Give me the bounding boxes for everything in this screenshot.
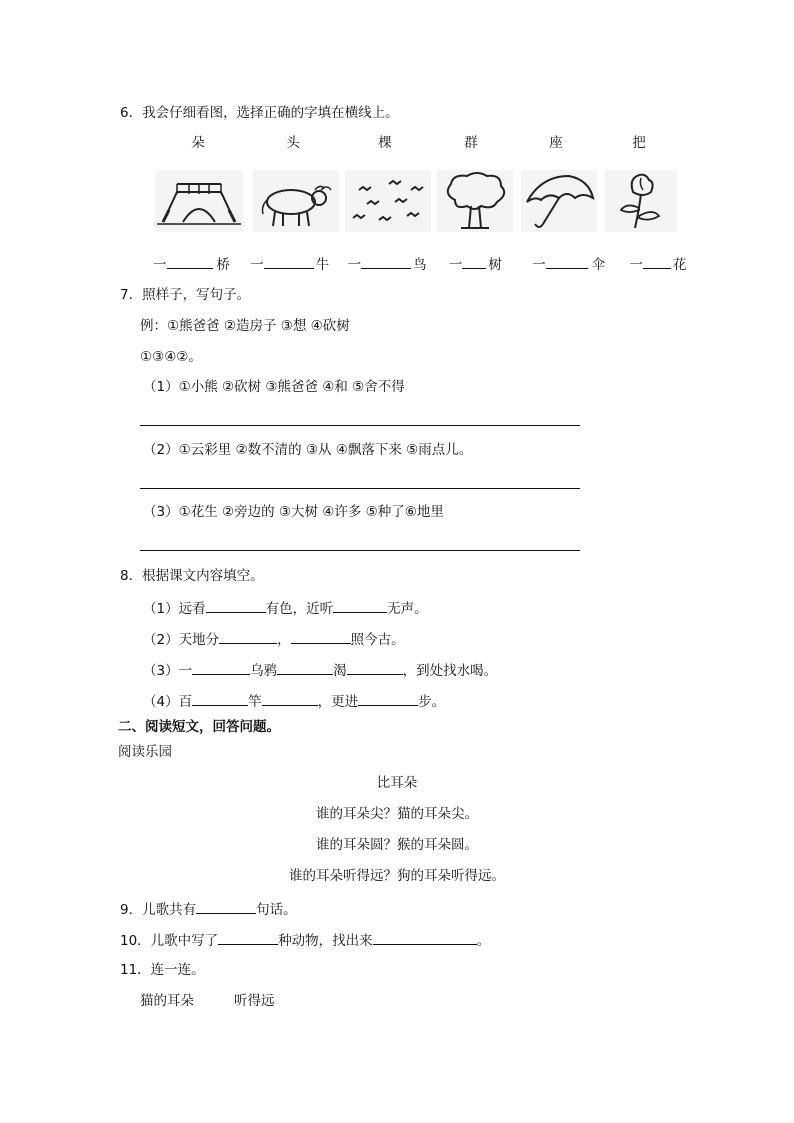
birds-icon (345, 170, 431, 232)
q7-answer-line-3[interactable] (140, 550, 580, 551)
q8-prompt: 8．根据课文内容填空。 (120, 568, 264, 584)
q8-blank-4a[interactable] (192, 691, 248, 706)
q6-blank-6[interactable] (643, 254, 671, 269)
flower-icon (605, 170, 677, 232)
q10-blank-count[interactable] (218, 930, 278, 945)
bridge-icon (155, 170, 243, 232)
q7-item-2: （2）①云彩里 ②数不清的 ③从 ④飘落下来 ⑤雨点儿。 (143, 442, 473, 458)
q8-blank-3c[interactable] (347, 660, 403, 675)
q11-right[interactable]: 听得远 (234, 993, 275, 1009)
q7-answer-line-2[interactable] (140, 488, 580, 489)
q8-blank-3b[interactable] (277, 660, 333, 675)
q6-blank-line: 一 桥 一 牛 一 鸟 一 树 一 伞 一 花 (153, 254, 686, 274)
choice-duo: 朵 (191, 135, 205, 151)
q8-blank-2b[interactable] (291, 629, 351, 644)
section2-title: 二、阅读短文，回答问题。 (118, 719, 280, 735)
q7-answer-line-1[interactable] (140, 425, 580, 426)
poem-line-3: 谁的耳朵听得远？狗的耳朵听得远。 (289, 868, 505, 884)
section2-subtitle: 阅读乐园 (118, 744, 172, 760)
tree-icon (437, 170, 513, 232)
q7-item-3: （3）①花生 ②旁边的 ③大树 ④许多 ⑤种了⑥地里 (143, 504, 444, 520)
q11-left[interactable]: 猫的耳朵 (140, 993, 194, 1009)
choice-zuo: 座 (549, 135, 563, 151)
q6-blank-4[interactable] (462, 254, 486, 269)
q6-blank-2[interactable] (264, 254, 314, 269)
choice-ba: 把 (632, 135, 646, 151)
ox-icon (253, 170, 339, 232)
q6-prompt: 6．我会仔细看图，选择正确的字填在横线上。 (120, 105, 399, 121)
q9: 9．儿歌共有 句话。 (120, 899, 297, 919)
q7-prompt: 7．照样子，写句子。 (120, 287, 251, 303)
q8-line-1: （1）远看 有色，近听 无声。 (143, 598, 428, 618)
q8-blank-1a[interactable] (206, 598, 266, 613)
q6-blank-5[interactable] (546, 254, 588, 269)
q6-blank-1[interactable] (167, 254, 213, 269)
q9-blank[interactable] (196, 899, 256, 914)
q8-blank-1b[interactable] (333, 598, 387, 613)
choice-ke: 棵 (378, 135, 392, 151)
poem-title: 比耳朵 (376, 775, 418, 791)
choice-tou: 头 (286, 135, 300, 151)
q6-blank-3[interactable] (361, 254, 411, 269)
poem-line-1: 谁的耳朵尖？猫的耳朵尖。 (316, 806, 478, 822)
q7-example-answer: ①③④②。 (140, 349, 202, 365)
q8-blank-4b[interactable] (262, 691, 318, 706)
q10-blank-animals[interactable] (373, 930, 477, 945)
q8-blank-4c[interactable] (358, 691, 418, 706)
choice-qun: 群 (464, 135, 478, 151)
q11-prompt: 11．连一连。 (120, 962, 205, 978)
q10: 10．儿歌中写了 种动物，找出来 。 (120, 930, 490, 950)
q8-line-2: （2）天地分 ， 照今古。 (143, 629, 405, 649)
q8-line-3: （3）一 乌鸦 渴 ，到处找水喝。 (143, 660, 497, 680)
q8-blank-2a[interactable] (219, 629, 277, 644)
q8-line-4: （4）百 竿 ，更进 步。 (143, 691, 445, 711)
q8-blank-3a[interactable] (192, 660, 250, 675)
umbrella-icon (521, 170, 597, 232)
poem-line-2: 谁的耳朵圆？猴的耳朵圆。 (316, 837, 478, 853)
q7-item-1: （1）①小熊 ②砍树 ③熊爸爸 ④和 ⑤舍不得 (143, 379, 405, 395)
q7-example: 例：①熊爸爸 ②造房子 ③想 ④砍树 (140, 318, 350, 334)
